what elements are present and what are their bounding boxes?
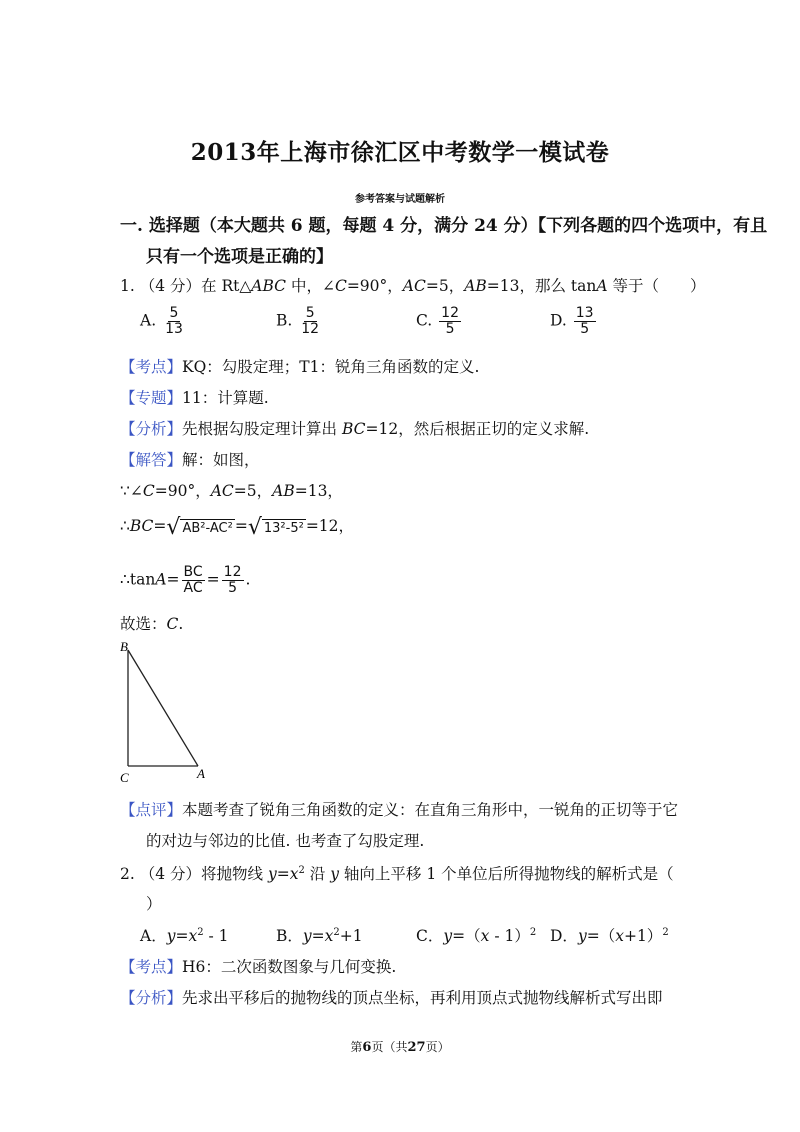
page-footer: 第6页（共27页）	[350, 1040, 450, 1055]
option-a: A. $\frac{5}{13}$	[140, 305, 183, 337]
kaodian-tag: 【考点】	[120, 958, 183, 976]
jieda-tag: 【解答】	[120, 451, 183, 469]
dianping-line2: 的对边与邻边的比值. 也考查了勾股定理.	[146, 832, 425, 850]
question-number: 1.	[120, 277, 135, 295]
question-2-stem: 2. （4 分）将抛物线 $y=x^2$ 沿 y 轴向上平移 1 个单位后所得抛物线的解析式是（	[120, 864, 674, 883]
fenxi-line: 【分析】先根据勾股定理计算出 BC=12，然后根据正切的定义求解.	[120, 420, 590, 438]
fenxi-tag: 【分析】	[120, 989, 183, 1007]
option-b: B. $\frac{5}{12}$	[276, 305, 320, 337]
fraction-bc-ac: $\frac{BC}{AC}$	[183, 564, 203, 596]
jieda-line: 【解答】解：如图，	[120, 451, 260, 469]
option-c: C. $\frac{12}{5}$	[416, 305, 459, 337]
dianping-tag: 【点评】	[120, 801, 183, 819]
q2-fenxi-line: 【分析】先求出平移后的抛物线的顶点坐标，再利用顶点式抛物线解析式写出即	[120, 989, 663, 1007]
page-total: 27	[407, 1040, 426, 1055]
page-subtitle: 参考答案与试题解析	[355, 194, 445, 205]
page-number: 6	[362, 1040, 372, 1055]
option-a: A．$y=x^2 - 1$	[140, 926, 229, 945]
page-title: 2013年上海市徐汇区中考数学一模试卷	[190, 139, 610, 166]
option-b: B．$y=x^2+1$	[276, 926, 363, 945]
vertex-label-c: C	[120, 770, 129, 785]
kaodian-line: 【考点】KQ：勾股定理；T1：锐角三角函数的定义.	[120, 358, 480, 376]
question-number: 2.	[120, 865, 135, 883]
sqrt-expression-2: √ 13²-5²	[247, 514, 304, 540]
q2-kaodian-line: 【考点】H6：二次函数图象与几何变换.	[120, 958, 397, 976]
question-1-stem: 1. （4 分）在 Rt△ABC 中，∠C=90°，AC=5，AB=13，那么 tanA 等于（ ）	[120, 277, 706, 295]
vertex-label-a: A	[197, 766, 205, 781]
right-triangle-figure	[112, 636, 222, 786]
vertex-label-b: B	[120, 639, 128, 654]
sqrt-expression-1: √ AB²-AC²	[166, 514, 233, 540]
fenxi-tag: 【分析】	[120, 420, 183, 438]
bc-calculation: ∴BC=√ AB²-AC² =√ 13²-5² =12，	[120, 514, 355, 540]
answer-line: 故选：C.	[120, 615, 184, 633]
tan-calculation: ∴tanA= $\frac{BC}{AC}$ = $\frac{12}{5}$ .	[120, 564, 251, 596]
zhuanti-tag: 【专题】	[120, 389, 183, 407]
kaodian-tag: 【考点】	[120, 358, 183, 376]
option-d: D. $\frac{13}{5}$	[550, 305, 594, 337]
side-ab	[128, 650, 198, 766]
dianping-line1: 【点评】本题考查了锐角三角函数的定义：在直角三角形中，一锐角的正切等于它	[120, 801, 679, 819]
section-heading-line2: 只有一个选项是正确的】	[146, 247, 333, 267]
option-d: D．$y=(x+1)^2$	[550, 926, 669, 945]
option-c: C．y=（x - 1）$^2$	[416, 926, 537, 945]
given-line: ∵∠C=90°，AC=5，AB=13，	[120, 482, 343, 500]
zhuanti-line: 【专题】11：计算题.	[120, 389, 269, 407]
section-heading-line1: 一. 选择题（本大题共 6 题，每题 4 分，满分 24 分）【下列各题的四个选项中，有且	[120, 216, 768, 236]
fraction-12-5: $\frac{12}{5}$	[223, 564, 242, 596]
question-2-stem-close: ）	[146, 895, 162, 913]
